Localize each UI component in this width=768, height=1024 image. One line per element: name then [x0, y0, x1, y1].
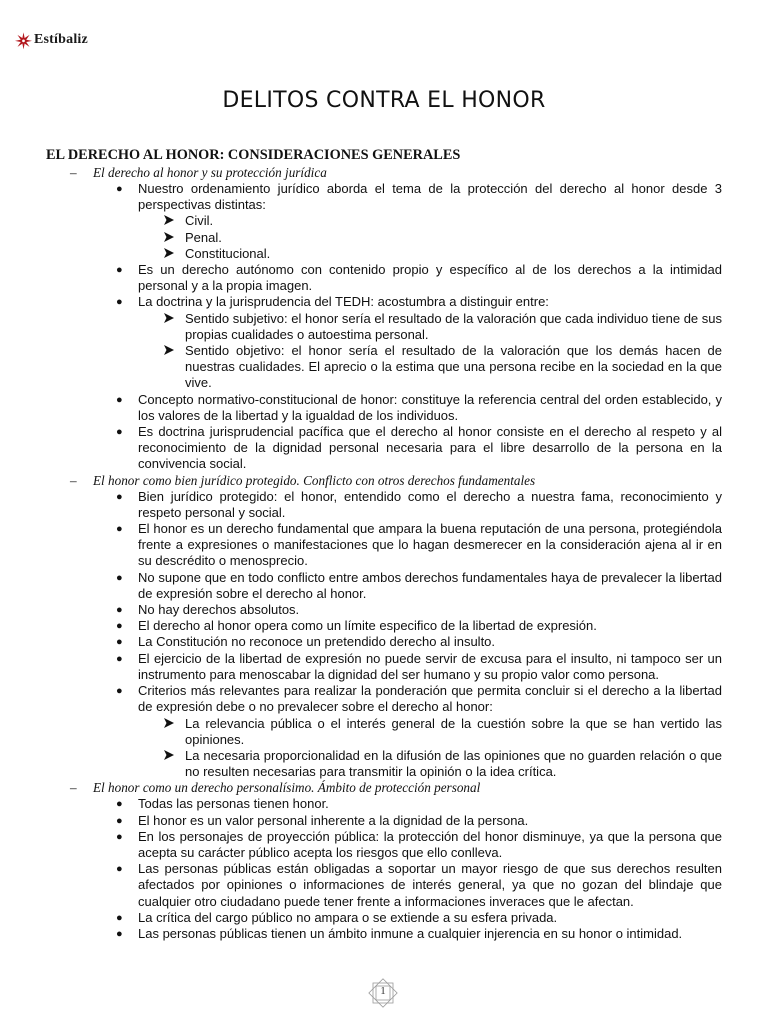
list-item — [46, 262, 722, 294]
bullet-icon: ● — [116, 604, 123, 617]
bullet-icon: ● — [116, 636, 123, 649]
list-item — [46, 294, 722, 310]
list-item — [46, 424, 722, 473]
bullet-icon: ● — [116, 490, 123, 503]
subsection-title-text: El honor como un derecho personalísimo. Ámbito de protección personal — [93, 780, 481, 796]
list-item — [46, 910, 722, 926]
list-item — [46, 796, 722, 812]
list-item-text: Bien jurídico protegido: el honor, entendido como el derecho a nuestra fama, reconocimiento y respeto personal y social. — [138, 488, 722, 520]
sub-list-item — [46, 230, 722, 246]
list-item-text: La doctrina y la jurisprudencia del TEDH: acostumbra a distinguir entre: — [138, 294, 549, 310]
arrow-bullet-icon — [163, 214, 175, 226]
header-logo — [15, 28, 88, 52]
bullet-icon: ● — [116, 911, 123, 924]
list-item — [46, 829, 722, 861]
list-item — [46, 521, 722, 570]
list-item — [46, 181, 722, 213]
bullet-icon: ● — [116, 426, 123, 439]
sub-list-item — [46, 213, 722, 229]
list-item — [46, 392, 722, 424]
bullet-icon: ● — [116, 798, 123, 811]
bullet-icon: ● — [116, 863, 123, 876]
sub-list-item — [46, 748, 722, 780]
bullet-icon: ● — [116, 620, 123, 633]
list-item-text: Nuestro ordenamiento jurídico aborda el tema de la protección del derecho al honor desde 3 perspectivas distintas: — [138, 181, 722, 213]
list-item-text: La Constitución no reconoce un pretendido derecho al insulto. — [138, 634, 496, 650]
bullet-icon: ● — [116, 927, 123, 940]
list-item-text: Las personas públicas están obligadas a soportar un mayor riesgo de que sus derechos resulten afectados por opiniones o informaciones de interés general, ya que no gozan del blindaje que cualquier otro ciudadano puede tener frente a informaciones inveraces que le afectan. — [138, 861, 722, 909]
dash-marker: – — [70, 472, 77, 488]
subsection-title-text: El derecho al honor y su protección jurídica — [93, 165, 327, 180]
dash-marker: – — [70, 780, 77, 796]
list-item — [46, 570, 722, 602]
sub-list-item-text: La necesaria proporcionalidad en la difusión de las opiniones que no guarden relación o que no resulten necesarias para transmitir la opinión o la idea crítica. — [185, 747, 722, 780]
subsection-title — [46, 165, 722, 181]
arrow-bullet-icon — [163, 231, 175, 243]
list-item — [46, 602, 722, 618]
sub-list-item-text: Sentido objetivo: el honor sería el resultado de la valoración que los demás hacen de nuestras cualidades. El aprecio o la estima que una persona recibe en la sociedad en la que vive. — [185, 343, 722, 391]
sub-list-item-text: Penal. — [185, 229, 222, 245]
document-body — [46, 147, 722, 942]
sub-list-item-text: Civil. — [185, 213, 214, 229]
list-item-text: No hay derechos absolutos. — [138, 602, 300, 618]
list-item-text: Las personas públicas tienen un ámbito inmune a cualquier injerencia en su honor o intimidad. — [138, 925, 683, 941]
section-heading: EL DERECHO AL HONOR: CONSIDERACIONES GENERALES — [46, 147, 461, 163]
arrow-bullet-icon — [163, 312, 175, 324]
list-item — [46, 651, 722, 683]
bullet-icon: ● — [116, 685, 123, 698]
list-item-text: El ejercicio de la libertad de expresión no puede servir de excusa para el insulto, ni tampoco ser un instrumento para menoscabar la dignidad del ser humano y su propio valor como persona. — [138, 650, 722, 682]
page-number: 1 — [380, 985, 386, 997]
list-item — [46, 813, 722, 829]
sub-list-item — [46, 343, 722, 392]
subsection-title — [46, 780, 722, 796]
list-item — [46, 926, 722, 942]
list-item — [46, 861, 722, 910]
list-item-text: El honor es un valor personal inherente a la dignidad de la persona. — [138, 812, 529, 828]
arrow-bullet-icon — [163, 344, 175, 356]
subsection-title-text: El honor como bien jurídico protegido. Conflicto con otros derechos fundamentales — [93, 472, 536, 488]
document-title: DELITOS CONTRA EL HONOR — [222, 88, 546, 113]
arrow-bullet-icon — [163, 247, 175, 259]
list-item — [46, 683, 722, 715]
arrow-bullet-icon — [163, 717, 175, 729]
flower-logo-icon — [15, 28, 32, 52]
bullet-icon: ● — [116, 571, 123, 584]
list-item-text: El honor es un derecho fundamental que ampara la buena reputación de una persona, protegiéndola frente a expresiones o manifestaciones que lo hagan desmerecer en la consideración ajena al ir en su descrédito o menosprecio. — [138, 521, 722, 569]
list-item-text: Es un derecho autónomo con contenido propio y específico al de los derechos a la intimidad personal y a la propia imagen. — [138, 262, 722, 294]
bullet-icon: ● — [116, 814, 123, 827]
list-item-text: La crítica del cargo público no ampara o se extiende a su esfera privada. — [138, 909, 558, 925]
bullet-icon: ● — [116, 830, 123, 843]
bullet-icon: ● — [116, 652, 123, 665]
bullet-icon: ● — [116, 183, 123, 195]
list-item — [46, 489, 722, 521]
sub-list-item — [46, 311, 722, 343]
list-item — [46, 618, 722, 634]
list-item-text: El derecho al honor opera como un límite especifico de la libertad de expresión. — [138, 618, 597, 634]
bullet-icon: ● — [116, 393, 123, 406]
sub-list-item — [46, 716, 722, 748]
arrow-bullet-icon — [163, 749, 175, 761]
bullet-icon: ● — [116, 523, 123, 536]
list-item-text: No supone que en todo conflicto entre ambos derechos fundamentales haya de prevalecer la libertad de expresión sobre el derecho al honor. — [138, 569, 722, 601]
list-item-text: Criterios más relevantes para realizar la ponderación que permita concluir si el derecho a la libertad de expresión debe o no prevalecer sobre el derecho al honor: — [138, 683, 722, 715]
sub-list-item-text: La relevancia pública o el interés general de la cuestión sobre la que se han vertido las opiniones. — [185, 715, 722, 747]
sub-list-item — [46, 246, 722, 262]
dash-marker: – — [70, 165, 77, 180]
list-item-text: En los personajes de proyección pública: la protección del honor disminuye, ya que la persona que acepta su carácter público acepta los riesgos que ello conlleva. — [138, 828, 722, 860]
list-item-text: Es doctrina jurisprudencial pacífica que el derecho al honor consiste en el derecho al respeto y al reconocimiento de la dignidad personal necesaria para el libre desarrollo de la persona en la convivencia social. — [138, 424, 722, 472]
logo-text: Estíbaliz — [34, 32, 88, 47]
subsection-title — [46, 473, 722, 489]
bullet-icon: ● — [116, 296, 123, 309]
list-item-text: Todas las personas tienen honor. — [138, 796, 329, 812]
subsections-list — [46, 165, 722, 942]
list-item — [46, 634, 722, 650]
list-item-text: Concepto normativo-constitucional de honor: constituye la referencia central del orden establecido, y los valores de la libertad y la igualdad de los individuos. — [138, 391, 722, 423]
sub-list-item-text: Constitucional. — [185, 245, 271, 261]
sub-list-item-text: Sentido subjetivo: el honor sería el resultado de la valoración que cada individuo tiene de sus propias cualidades o autoestima personal. — [185, 310, 722, 342]
bullet-icon: ● — [116, 264, 123, 277]
